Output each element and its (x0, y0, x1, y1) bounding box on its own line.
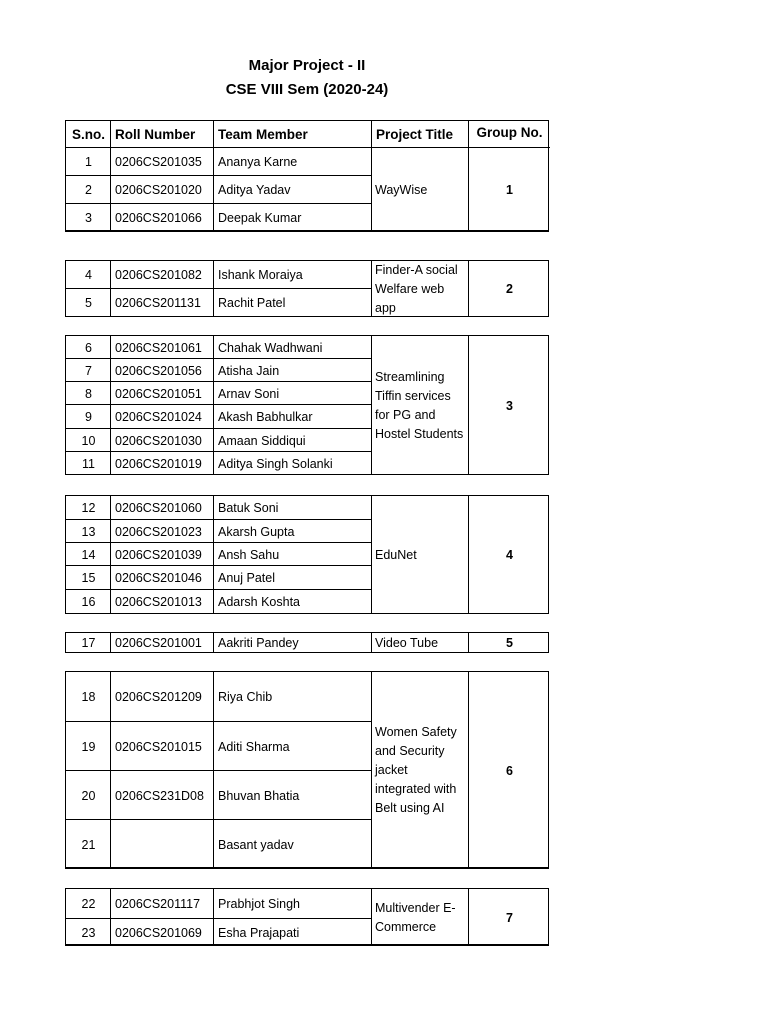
roll-number-cell: 0206CS201066 (115, 211, 202, 225)
project-title-cell: EduNet (375, 547, 417, 562)
team-member-cell: Ansh Sahu (218, 547, 280, 562)
sno-cell: 7 (85, 363, 92, 378)
roll-number-cell: 0206CS201056 (115, 363, 202, 378)
roll-number-cell: 0206CS201046 (115, 571, 202, 585)
group-table (65, 260, 549, 317)
sno-cell: 21 (81, 837, 96, 852)
roll-number-cell: 0206CS231D08 (115, 788, 204, 803)
sno-cell: 11 (82, 456, 95, 471)
group-table (65, 495, 549, 614)
sno-cell: 3 (85, 211, 92, 225)
team-member-cell: Bhuvan Bhatia (218, 788, 300, 803)
group-number-cell: 7 (506, 910, 513, 925)
document-subtitle: CSE VIII Sem (2020-24) (225, 81, 389, 98)
team-member-cell: Atisha Jain (218, 363, 280, 378)
roll-number-cell (111, 820, 214, 869)
group-table (65, 632, 549, 653)
header-roll-number: Roll Number (115, 127, 196, 142)
sno-cell: 13 (81, 524, 96, 539)
sno-cell: 16 (81, 595, 96, 609)
roll-number-cell: 0206CS201035 (115, 155, 202, 169)
team-member-cell: Aditi Sharma (218, 739, 290, 754)
header-team-member: Team Member (218, 127, 308, 142)
group-table (65, 888, 549, 946)
roll-number-cell: 0206CS201015 (115, 739, 202, 754)
team-member-cell: Riya Chib (218, 690, 273, 704)
sno-cell: 19 (81, 739, 96, 754)
group-number-cell: 2 (506, 282, 513, 296)
sno-cell: 10 (81, 433, 96, 448)
team-member-cell: Aakriti Pandey (218, 636, 299, 650)
group-number-cell: 3 (506, 398, 513, 413)
team-member-cell: Rachit Patel (218, 296, 286, 310)
roll-number-cell: 0206CS201039 (115, 547, 202, 562)
team-member-cell: Basant yadav (218, 837, 294, 852)
roll-number-cell: 0206CS201209 (115, 690, 202, 704)
roll-number-cell: 0206CS201051 (115, 386, 202, 401)
team-member-cell: Adarsh Koshta (218, 595, 300, 609)
group-number-cell: 6 (506, 763, 513, 778)
roll-number-cell: 0206CS201019 (115, 456, 202, 471)
team-member-cell: Batuk Soni (218, 501, 279, 515)
team-member-cell: Aditya Singh Solanki (218, 456, 333, 471)
roll-number-cell: 0206CS201023 (115, 524, 202, 539)
roll-number-cell: 0206CS201024 (115, 410, 202, 424)
sno-cell: 20 (81, 788, 96, 803)
sno-cell: 23 (81, 925, 96, 940)
roll-number-cell: 0206CS201001 (115, 636, 202, 650)
project-title-cell: Women Safety and Security jacket integrated with Belt using AI (375, 725, 457, 815)
sno-cell: 14 (81, 547, 96, 562)
team-member-cell: Anuj Patel (218, 571, 275, 585)
group-table (65, 120, 549, 232)
sno-cell: 8 (85, 386, 92, 401)
sno-cell: 22 (81, 897, 96, 911)
roll-number-cell: 0206CS201131 (115, 296, 201, 310)
team-member-cell: Akash Babhulkar (218, 410, 313, 424)
team-member-cell: Chahak Wadhwani (218, 340, 323, 355)
group-number-cell: 1 (506, 183, 513, 197)
sno-cell: 4 (85, 268, 92, 282)
project-title-cell: WayWise (375, 182, 428, 197)
sno-cell: 1 (85, 155, 92, 169)
group-table (65, 335, 549, 475)
group-table (65, 671, 549, 869)
sno-cell: 2 (85, 183, 92, 197)
project-title-cell: Multivender E- Commerce (375, 900, 456, 934)
team-member-cell: Esha Prajapati (218, 925, 300, 940)
sno-cell: 9 (85, 410, 92, 424)
roll-number-cell: 0206CS201060 (115, 501, 202, 515)
team-member-cell: Prabhjot Singh (218, 897, 301, 911)
roll-number-cell: 0206CS201020 (115, 183, 202, 197)
group-number-cell: 5 (506, 636, 513, 650)
group-number-cell: 4 (506, 548, 513, 562)
roll-number-cell: 0206CS201069 (115, 925, 202, 940)
sno-cell: 17 (81, 636, 96, 650)
team-member-cell: Amaan Siddiqui (218, 433, 306, 448)
sno-cell: 15 (81, 571, 96, 585)
header-sno: S.no. (72, 127, 105, 142)
document-title: Major Project - II (248, 57, 366, 74)
roll-number-cell: 0206CS201117 (115, 897, 201, 911)
project-title-cell: Streamlining Tiffin services for PG and Hostel Students (375, 369, 464, 441)
sno-cell: 12 (81, 501, 96, 515)
roll-number-cell: 0206CS201030 (115, 433, 202, 448)
roll-number-cell: 0206CS201061 (115, 340, 202, 355)
sno-cell: 6 (85, 340, 92, 355)
sno-cell: 18 (81, 690, 96, 704)
header-group-no: Group No. (476, 125, 543, 140)
team-member-cell: Ananya Karne (218, 155, 298, 169)
team-member-cell: Arnav Soni (218, 386, 280, 401)
roll-number-cell: 0206CS201013 (115, 595, 202, 609)
team-member-cell: Akarsh Gupta (218, 524, 295, 539)
project-title-cell: Video Tube (375, 635, 439, 650)
team-member-cell: Aditya Yadav (218, 183, 291, 197)
roll-number-cell: 0206CS201082 (115, 268, 202, 282)
project-title-cell: Finder-A social Welfare web app (375, 262, 458, 315)
sno-cell: 5 (85, 296, 92, 310)
header-project-title: Project Title (376, 127, 454, 142)
team-member-cell: Ishank Moraiya (218, 268, 303, 282)
team-member-cell: Deepak Kumar (218, 211, 302, 225)
